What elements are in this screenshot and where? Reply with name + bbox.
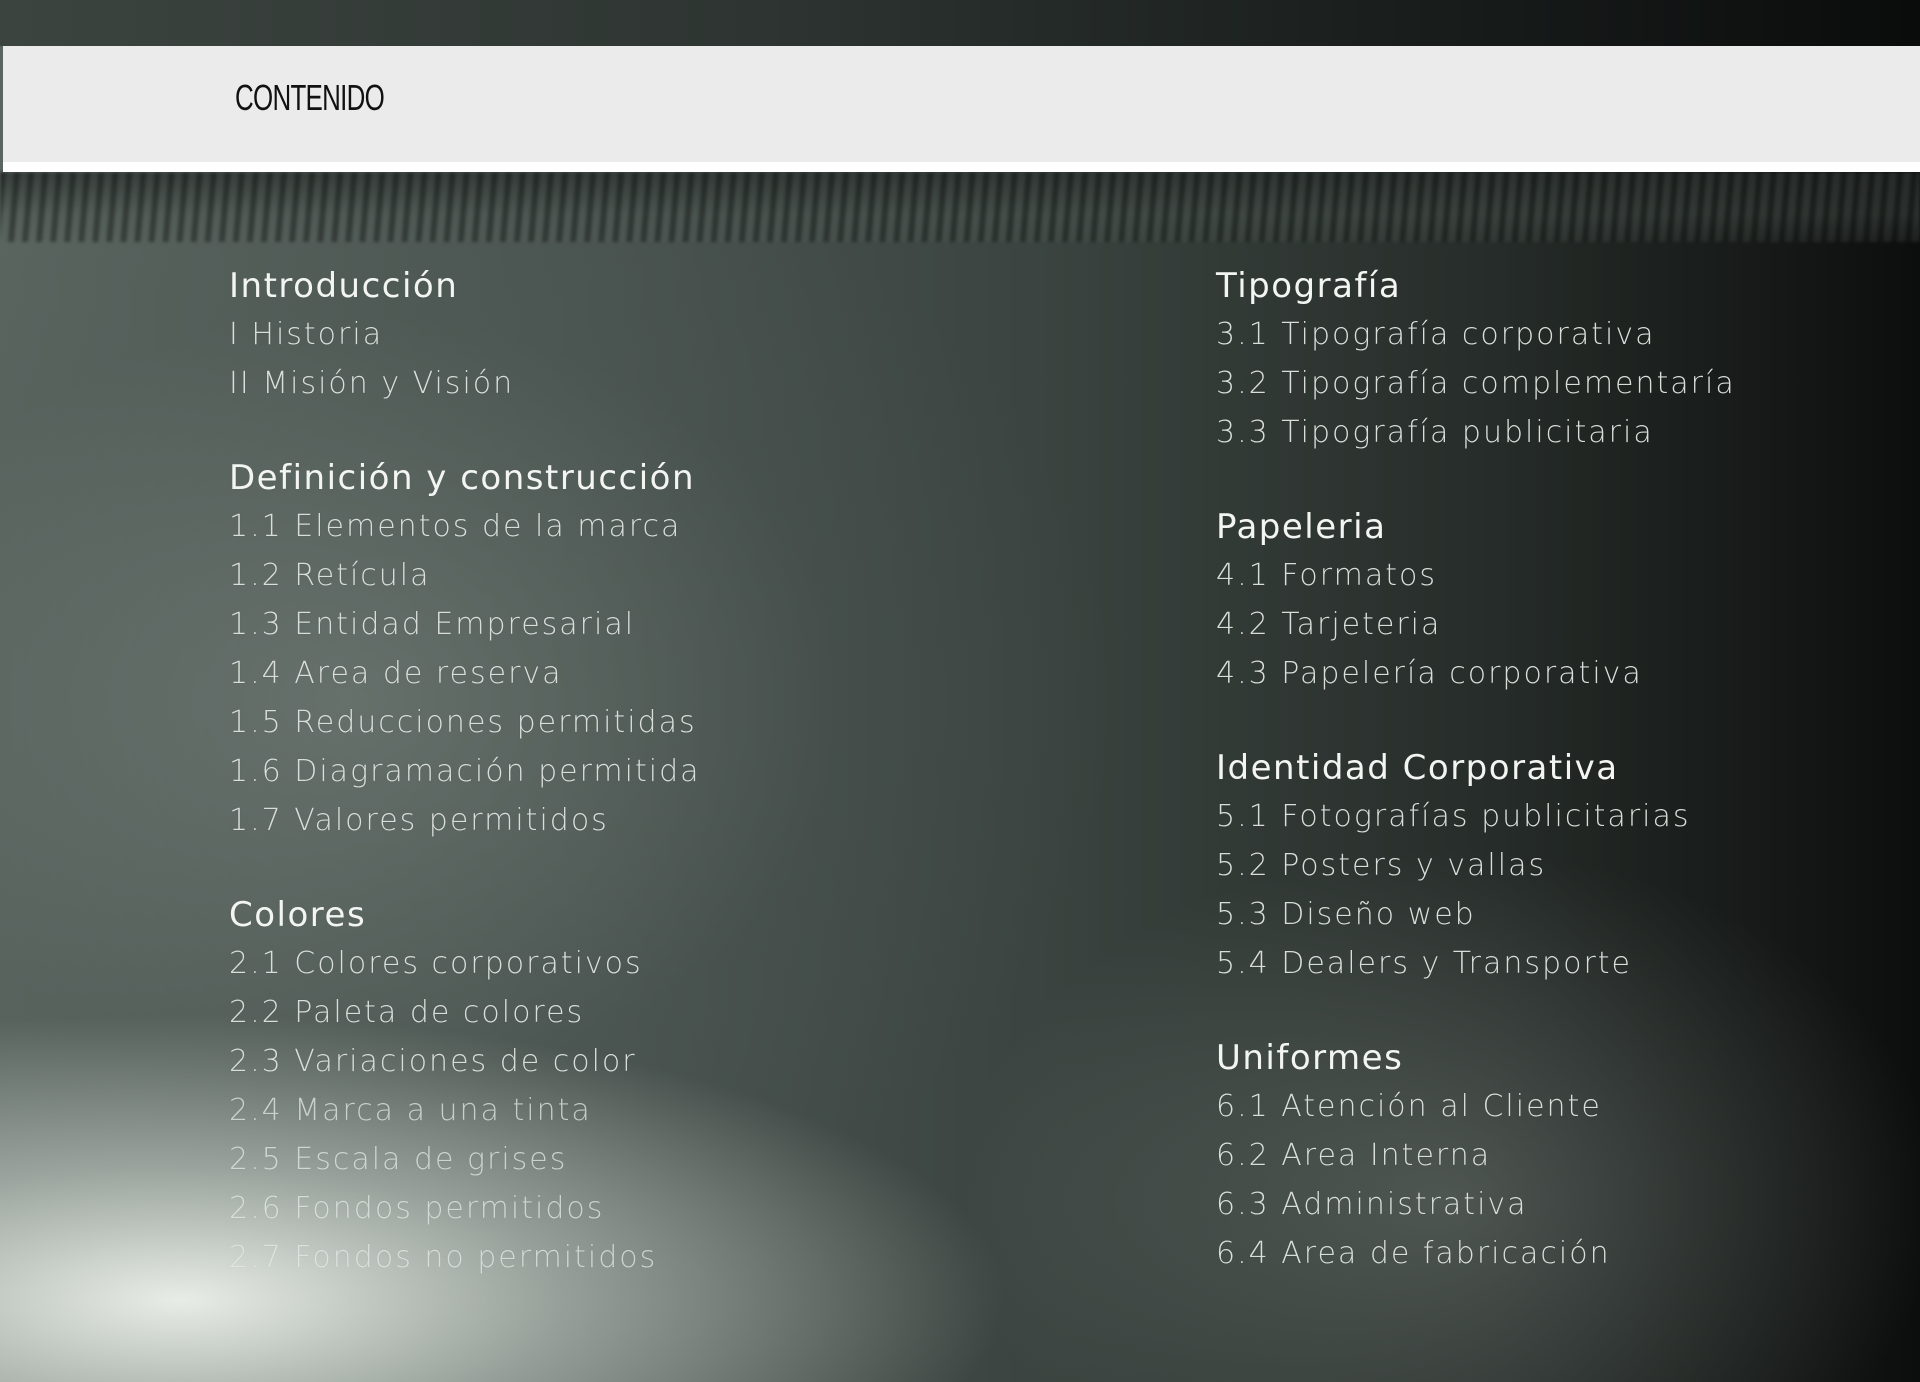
toc-item[interactable]: 6.1 Atención al Cliente	[1216, 1089, 1602, 1124]
toc-section-introduccion	[229, 262, 989, 408]
toc-item[interactable]: 4.3 Papelería corporativa	[1216, 656, 1643, 691]
toc-section-identidad	[1216, 744, 1920, 988]
toc-right-column	[1216, 262, 1920, 1324]
toc-item[interactable]: II Misión y Visión	[229, 366, 515, 401]
toc-item[interactable]: 1.5 Reducciones permitidas	[229, 705, 697, 740]
toc-item[interactable]: 5.1 Fotografías publicitarias	[1216, 799, 1691, 834]
toc-item[interactable]: 4.2 Tarjeteria	[1216, 607, 1442, 642]
toc-item[interactable]: 3.3 Tipografía publicitaria	[1216, 415, 1654, 450]
section-title: Colores	[229, 895, 367, 935]
toc-section-papeleria	[1216, 503, 1920, 698]
toc-left-column	[229, 262, 989, 1328]
toc-item[interactable]: 1.1 Elementos de la marca	[229, 509, 682, 544]
section-title: Identidad Corporativa	[1216, 748, 1619, 788]
toc-item[interactable]: 2.6 Fondos permitidos	[229, 1191, 605, 1226]
page-title: CONTENIDO	[235, 77, 385, 118]
header-bar	[3, 46, 1920, 172]
toc-section-uniformes	[1216, 1034, 1920, 1278]
toc-item[interactable]: 3.2 Tipografía complementaría	[1216, 366, 1736, 401]
toc-item[interactable]: 2.5 Escala de grises	[229, 1142, 568, 1177]
toc-item[interactable]: 1.3 Entidad Empresarial	[229, 607, 636, 642]
section-title: Tipografía	[1216, 266, 1402, 306]
toc-section-definicion	[229, 454, 989, 845]
toc-item[interactable]: 4.1 Formatos	[1216, 558, 1437, 593]
section-title: Papeleria	[1216, 507, 1387, 547]
toc-item[interactable]: 5.3 Diseño web	[1216, 897, 1476, 932]
toc-item[interactable]: 1.6 Diagramación permitida	[229, 754, 701, 789]
top-background-band	[0, 0, 1920, 46]
toc-section-colores	[229, 891, 989, 1282]
toc-item[interactable]: 1.4 Area de reserva	[229, 656, 563, 691]
toc-item[interactable]: I Historia	[229, 317, 384, 352]
toc-item[interactable]: 2.7 Fondos no permitidos	[229, 1240, 658, 1275]
toc-item[interactable]: 2.4 Marca a una tinta	[229, 1093, 592, 1128]
toc-item[interactable]: 3.1 Tipografía corporativa	[1216, 317, 1656, 352]
toc-item[interactable]: 1.7 Valores permitidos	[229, 803, 609, 838]
toc-item[interactable]: 6.4 Area de fabricación	[1216, 1236, 1611, 1271]
water-texture	[0, 172, 1920, 242]
toc-item[interactable]: 6.2 Area Interna	[1216, 1138, 1492, 1173]
section-title: Uniformes	[1216, 1038, 1404, 1078]
toc-item[interactable]: 2.3 Variaciones de color	[229, 1044, 637, 1079]
toc-section-tipografia	[1216, 262, 1920, 457]
toc-item[interactable]: 6.3 Administrativa	[1216, 1187, 1528, 1222]
toc-item[interactable]: 5.4 Dealers y Transporte	[1216, 946, 1632, 981]
toc-item[interactable]: 1.2 Retícula	[229, 558, 431, 593]
toc-item[interactable]: 2.2 Paleta de colores	[229, 995, 585, 1030]
toc-item[interactable]: 2.1 Colores corporativos	[229, 946, 643, 981]
section-title: Introducción	[229, 266, 459, 306]
section-title: Definición y construcción	[229, 458, 696, 498]
toc-item[interactable]: 5.2 Posters y vallas	[1216, 848, 1547, 883]
